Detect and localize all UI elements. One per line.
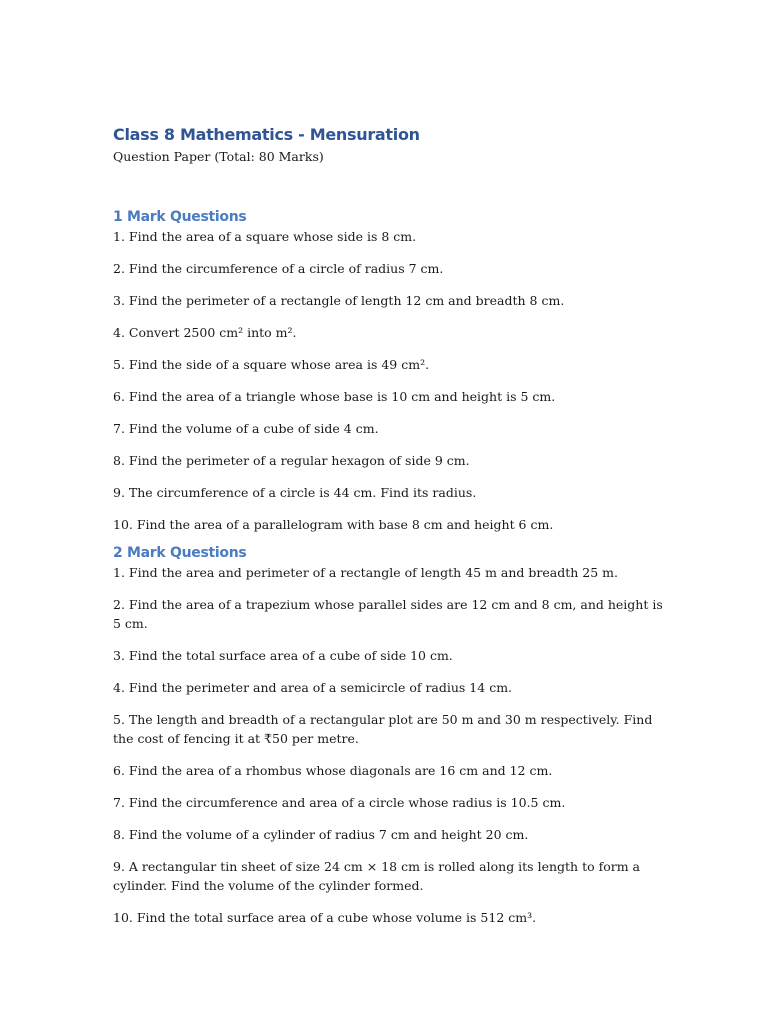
- question-item: 4. Find the perimeter and area of a semicircle of radius 14 cm.: [113, 680, 513, 695]
- question-item: 6. Find the area of a triangle whose base is 10 cm and height is 5 cm.: [113, 389, 556, 404]
- question-item: 10. Find the area of a parallelogram with base 8 cm and height 6 cm.: [113, 517, 554, 532]
- question-item: 7. Find the circumference and area of a circle whose radius is 10.5 cm.: [113, 795, 566, 810]
- document-page: [113, 124, 673, 927]
- question-item: 10. Find the total surface area of a cube whose volume is 512 cm³.: [113, 910, 537, 925]
- question-item: 6. Find the area of a rhombus whose diagonals are 16 cm and 12 cm.: [113, 763, 553, 778]
- question-item: 3. Find the perimeter of a rectangle of length 12 cm and breadth 8 cm.: [113, 293, 565, 308]
- question-list: [113, 227, 673, 534]
- document-title: Class 8 Mathematics - Mensuration: [113, 125, 420, 144]
- section-heading: 2 Mark Questions: [113, 545, 247, 561]
- question-item: 2. Find the area of a trapezium whose parallel sides are 12 cm and 8 cm, and height is 5 cm.: [113, 597, 663, 631]
- question-item: 1. Find the area and perimeter of a rectangle of length 45 m and breadth 25 m.: [113, 565, 618, 580]
- section-2-mark: [113, 543, 673, 927]
- question-item: 5. The length and breadth of a rectangular plot are 50 m and 30 m respectively. Find the cost of fencing it at ₹50 per metre.: [113, 712, 653, 746]
- question-item: 9. A rectangular tin sheet of size 24 cm × 18 cm is rolled along its length to form a cylinder. Find the volume of the cylinder formed.: [113, 859, 640, 893]
- section-1-mark: [113, 207, 673, 534]
- question-item: 7. Find the volume of a cube of side 4 cm.: [113, 421, 379, 436]
- question-item: 3. Find the total surface area of a cube of side 10 cm.: [113, 648, 453, 663]
- question-item: 4. Convert 2500 cm² into m².: [113, 325, 297, 340]
- section-heading: 1 Mark Questions: [113, 209, 247, 225]
- question-list: [113, 563, 673, 927]
- question-item: 8. Find the volume of a cylinder of radius 7 cm and height 20 cm.: [113, 827, 529, 842]
- question-item: 2. Find the circumference of a circle of radius 7 cm.: [113, 261, 444, 276]
- question-item: 5. Find the side of a square whose area is 49 cm².: [113, 357, 430, 372]
- question-item: 9. The circumference of a circle is 44 cm. Find its radius.: [113, 485, 477, 500]
- question-item: 8. Find the perimeter of a regular hexagon of side 9 cm.: [113, 453, 470, 468]
- question-item: 1. Find the area of a square whose side is 8 cm.: [113, 229, 417, 244]
- document-subtitle: Question Paper (Total: 80 Marks): [113, 149, 324, 164]
